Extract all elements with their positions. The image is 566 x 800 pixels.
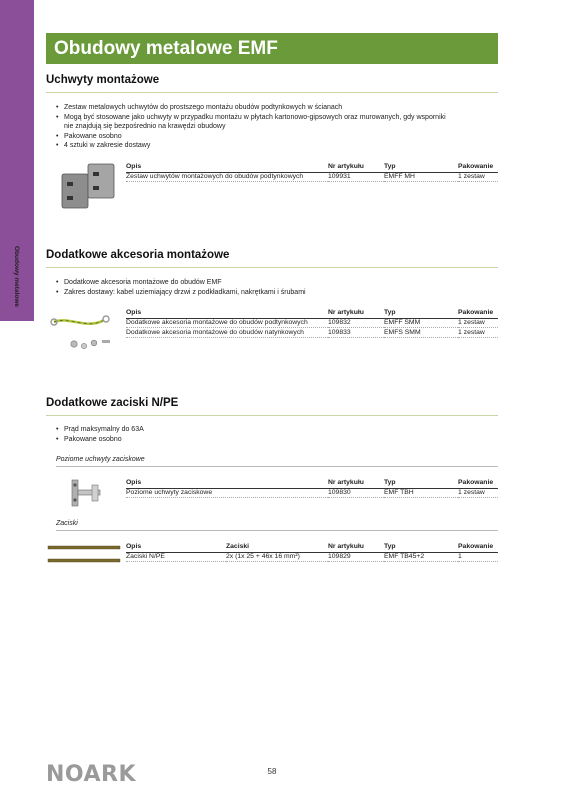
col-header-opis: Opis	[126, 308, 142, 316]
cell-opis: Dodatkowe akcesoria montażowe do obudów natynkowych	[126, 328, 328, 338]
page-title-band	[46, 33, 498, 64]
product-table	[126, 540, 498, 562]
cell-opis: Dodatkowe akcesoria montażowe do obudów podtynkowych	[126, 318, 328, 328]
cell-typ: EMF TB45+2	[384, 552, 458, 562]
section-title: Dodatkowe akcesoria montażowe	[46, 249, 230, 261]
cell-pak: 1 zestaw	[458, 172, 498, 182]
cell-typ: EMFF MH	[384, 172, 458, 182]
cell-pak: 1 zestaw	[458, 328, 498, 338]
bullet-item: • Mogą być stosowane jako uchwyty w przypadku montażu w płytach kartonowo-gipsowych oraz murowanych, gdy wsporniki	[56, 113, 446, 123]
table-row	[126, 488, 498, 498]
noark-logo: NOARK	[46, 762, 137, 787]
col-header-nr: Nr artykułu	[328, 478, 364, 486]
cell-opis: Zestaw uchwytów montażowych do obudów podtynkowych	[126, 172, 328, 182]
cell-nr: 109829	[328, 552, 384, 562]
bullet-list	[56, 278, 306, 297]
section-title: Uchwyty montażowe	[46, 74, 160, 86]
bullet-list	[56, 103, 446, 151]
col-header-nr: Nr artykułu	[328, 308, 364, 316]
cell-nr: 109931	[328, 172, 384, 182]
table-header-row	[126, 306, 498, 318]
grounding-cable-image	[48, 310, 122, 354]
mounting-brackets-image	[58, 160, 120, 212]
product-table	[126, 306, 498, 338]
bullet-item: • Pakowane osobno	[56, 435, 144, 445]
section-rule	[46, 92, 498, 93]
bullet-item: • 4 sztuki w zakresie dostawy	[56, 141, 446, 151]
table-header-row	[126, 160, 498, 172]
cell-nr: 109833	[328, 328, 384, 338]
subsection-title: Zaciski	[56, 520, 78, 527]
section-title: Dodatkowe zaciski N/PE	[46, 397, 179, 409]
bullet-item: • Prąd maksymalny do 63A	[56, 425, 144, 435]
table-header-row	[126, 476, 498, 488]
table-row	[126, 552, 498, 562]
cell-typ: EMFF SMM	[384, 318, 458, 328]
col-header-opis: Opis	[126, 542, 142, 550]
bullet-item: • Pakowane osobno	[56, 132, 446, 142]
cell-nr: 109832	[328, 318, 384, 328]
bullet-item: nie znajdują się bezpośrednio na krawędzi obudowy	[64, 123, 226, 130]
section-rule	[46, 415, 498, 416]
cell-nr: 109830	[328, 488, 384, 498]
cell-pak: 1	[458, 552, 498, 562]
terminal-bars-image	[46, 542, 122, 566]
col-header-zaciski: Zaciski	[226, 542, 250, 550]
cell-opis: Zaciski N/PE	[126, 552, 226, 562]
col-header-typ: Typ	[384, 478, 396, 486]
col-header-opis: Opis	[126, 162, 142, 170]
cell-opis: Poziome uchwyty zaciskowe	[126, 488, 328, 498]
subsection-rule	[56, 466, 498, 467]
clamp-holder-image	[66, 476, 106, 510]
bullet-item: • Zestaw metalowych uchwytów do prostszego montażu obudów podtynkowych w ścianach	[56, 103, 446, 113]
product-table	[126, 160, 498, 182]
col-header-opis: Opis	[126, 478, 142, 486]
col-header-nr: Nr artykułu	[328, 542, 364, 550]
col-header-typ: Typ	[384, 162, 396, 170]
col-header-nr: Nr artykułu	[328, 162, 364, 170]
table-row	[126, 318, 498, 328]
page-number: 58	[267, 767, 277, 776]
col-header-typ: Typ	[384, 542, 396, 550]
cell-typ: EMFS SMM	[384, 328, 458, 338]
bullet-list	[56, 425, 144, 444]
subsection-title: Poziome uchwyty zaciskowe	[56, 456, 145, 463]
subsection-rule	[56, 530, 498, 531]
product-table	[126, 476, 498, 498]
col-header-typ: Typ	[384, 308, 396, 316]
section-rule	[46, 267, 498, 268]
cell-typ: EMF TBH	[384, 488, 458, 498]
table-row	[126, 172, 498, 182]
col-header-pak: Pakowanie	[458, 478, 494, 486]
bullet-item: • Zakres dostawy: kabel uziemiający drzwi z podkładkami, nakrętkami i śrubami	[56, 288, 306, 298]
table-header-row	[126, 540, 498, 552]
cell-pak: 1 zestaw	[458, 488, 498, 498]
bullet-item: • Dodatkowe akcesoria montażowe do obudów EMF	[56, 278, 306, 288]
col-header-pak: Pakowanie	[458, 162, 494, 170]
col-header-pak: Pakowanie	[458, 308, 494, 316]
cell-zaciski: 2x (1x 25 + 46x 16 mm²)	[226, 552, 328, 562]
side-tab-label: Obudowy metalowe	[13, 246, 20, 308]
page-title: Obudowy metalowe EMF	[54, 38, 278, 59]
cell-pak: 1 zestaw	[458, 318, 498, 328]
col-header-pak: Pakowanie	[458, 542, 494, 550]
table-row	[126, 328, 498, 338]
